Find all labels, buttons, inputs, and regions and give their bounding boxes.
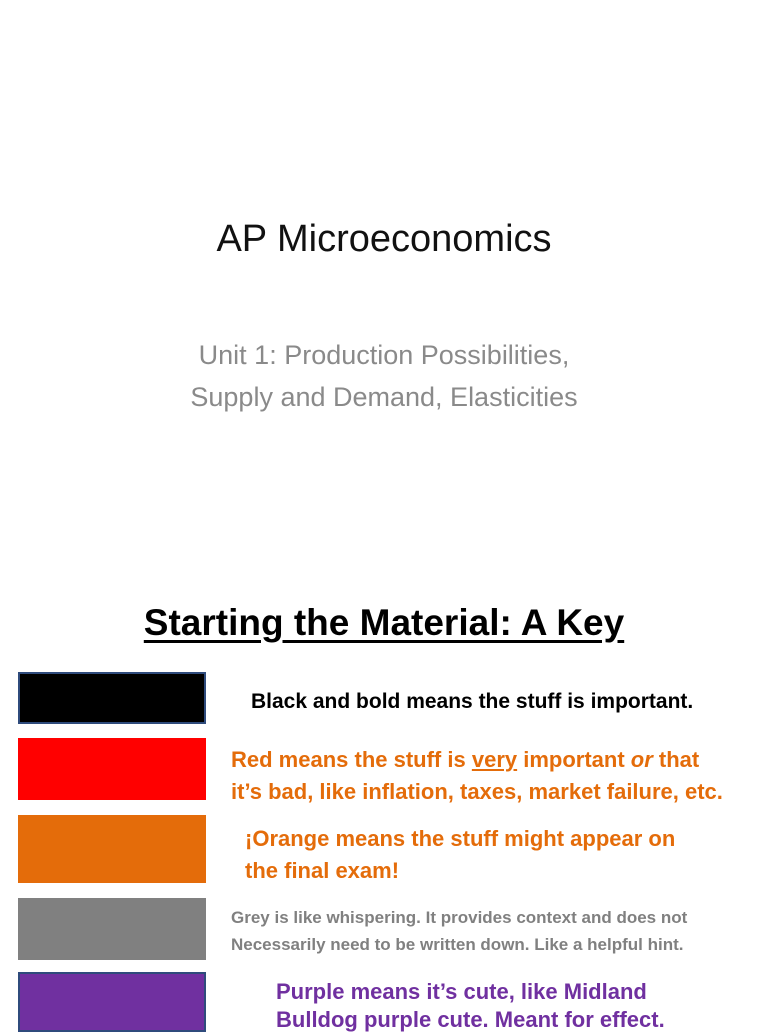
black-swatch <box>18 672 206 724</box>
grey-swatch <box>18 898 206 960</box>
subtitle-line-2: Supply and Demand, Elasticities <box>190 382 578 412</box>
grey-description <box>231 904 687 958</box>
slide-subtitle <box>0 334 768 418</box>
red-description-line-1 <box>231 744 723 776</box>
purple-description-line-1: Purple means it’s cute, like Midland <box>276 979 647 1004</box>
purple-swatch <box>18 972 206 1032</box>
orange-description-line-2: the final exam! <box>245 858 400 883</box>
red-text-or: or <box>630 747 653 772</box>
slide-title: AP Microeconomics <box>216 218 552 260</box>
red-description <box>231 744 723 808</box>
purple-description-line-2: Bulldog purple cute. Meant for effect. <box>276 1007 665 1032</box>
red-text-very: very <box>471 747 518 772</box>
purple-description <box>276 978 665 1034</box>
key-heading: Starting the Material: A Key <box>143 602 625 643</box>
red-text-part1: Red means the stuff is <box>231 747 472 772</box>
orange-description-line-1: ¡Orange means the stuff might appear on <box>245 826 676 851</box>
red-swatch <box>18 738 206 800</box>
red-text-part3: that <box>652 747 700 772</box>
red-description-line-2: it’s bad, like inflation, taxes, market failure, etc. <box>231 779 723 804</box>
red-text-part2: important <box>517 747 631 772</box>
black-description: Black and bold means the stuff is important. <box>251 690 694 713</box>
grey-description-line-1: Grey is like whispering. It provides context and does not <box>231 908 688 927</box>
grey-description-line-2: Necessarily need to be written down. Like a helpful hint. <box>231 935 684 954</box>
orange-description <box>245 823 675 887</box>
orange-swatch <box>18 815 206 883</box>
subtitle-line-1: Unit 1: Production Possibilities, <box>198 340 570 370</box>
